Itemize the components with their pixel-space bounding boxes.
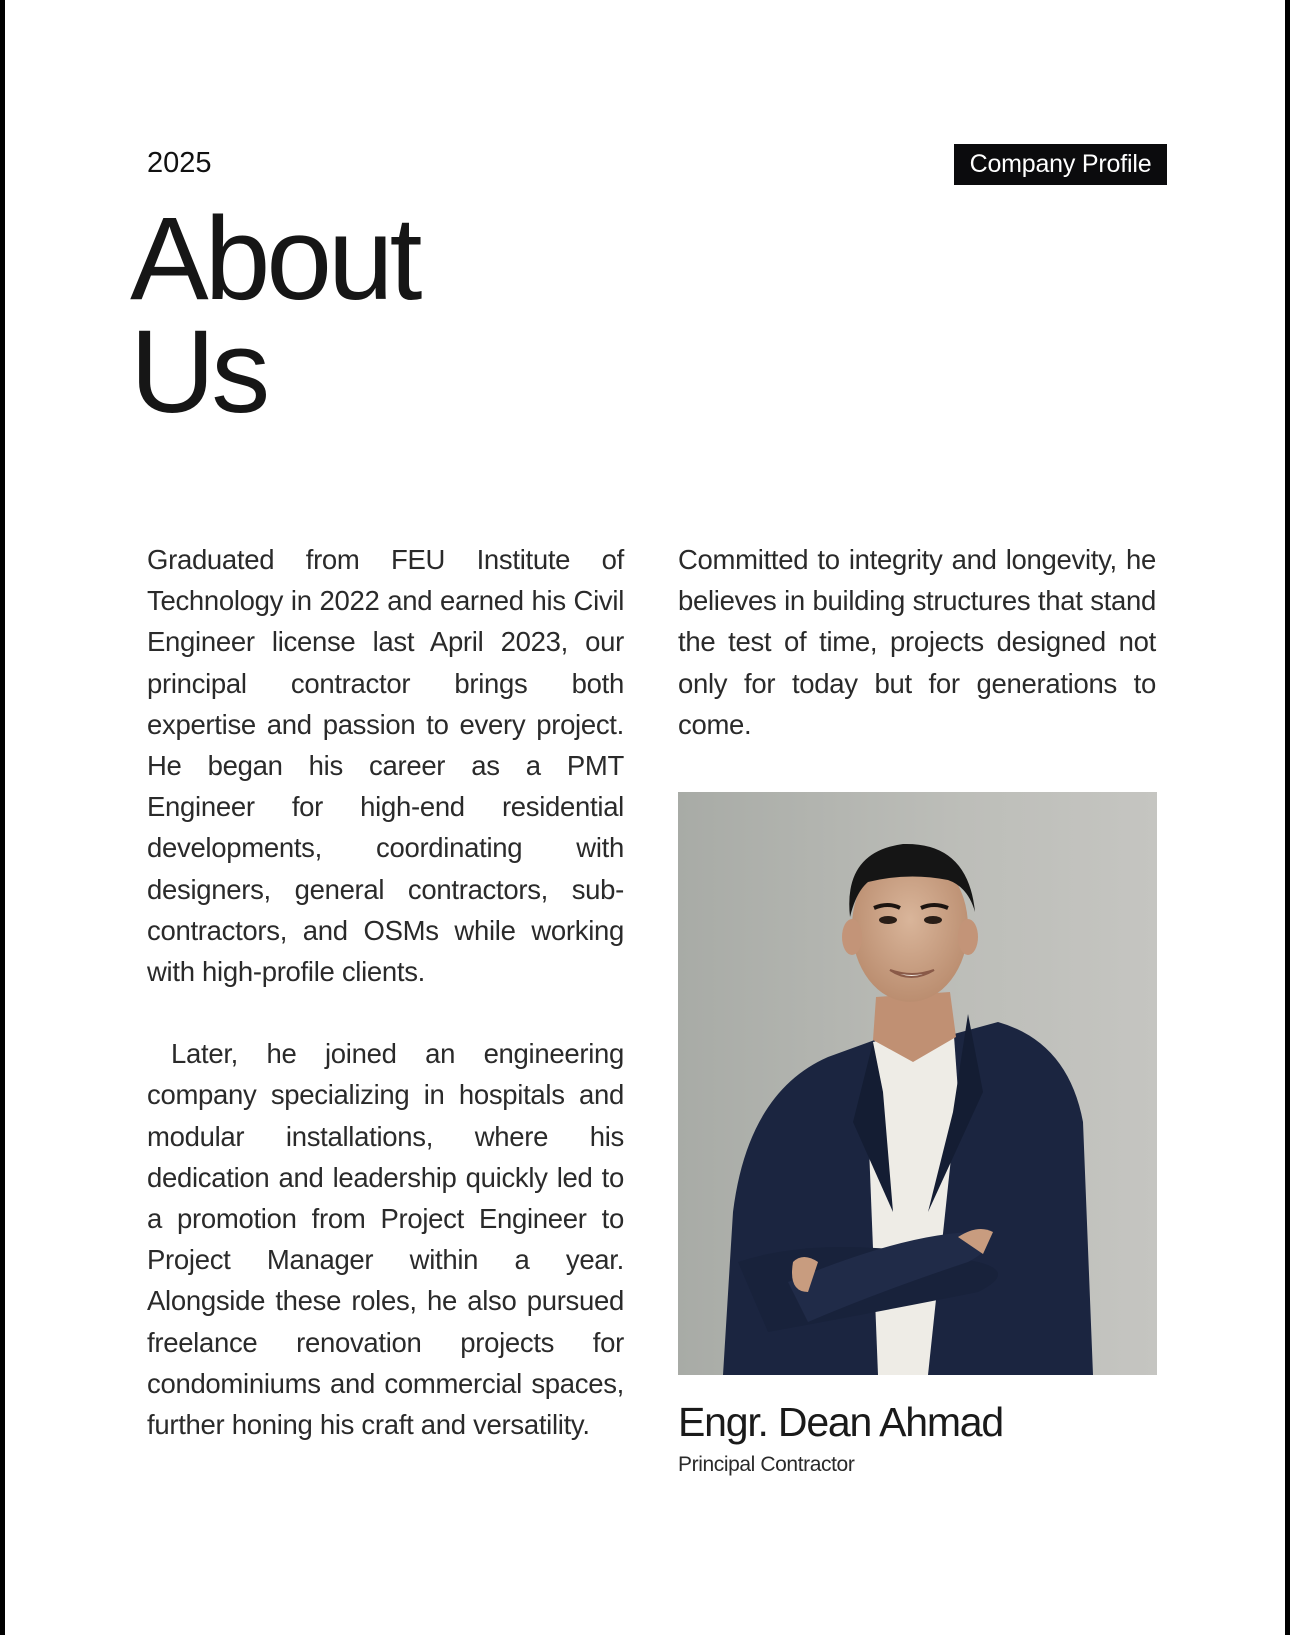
right-border xyxy=(1285,0,1290,1635)
company-profile-badge: Company Profile xyxy=(954,144,1167,185)
person-role: Principal Contractor xyxy=(678,1453,855,1476)
values-paragraph: Committed to integrity and longevity, he believes in building structures that stand the test of time, projects designed not only for today but for generations to come. xyxy=(678,544,1156,740)
title-line-2: Us xyxy=(130,306,267,438)
left-column xyxy=(147,539,624,1445)
portrait-illustration xyxy=(678,792,1157,1375)
person-name: Engr. Dean Ahmad xyxy=(678,1399,1003,1445)
right-column xyxy=(678,539,1156,745)
portrait-photo-icon xyxy=(678,792,1157,1375)
left-border xyxy=(0,0,5,1635)
page-title xyxy=(130,193,419,438)
bio-paragraph-2: Later, he joined an engineering company specializing in hospitals and modular installations, where his dedication and leadership quickly led to a promotion from Project Engineer to Project Manager within a year. Alongside these roles, he also pursued freelance renovation projects for condominiums and commercial spaces, further honing his craft and versatility. xyxy=(147,1038,624,1441)
year-label: 2025 xyxy=(147,147,212,179)
bio-paragraph-1: Graduated from FEU Institute of Technology in 2022 and earned his Civil Engineer license last April 2023, our principal contractor brings both expertise and passion to every project. He began his career as a PMT Engineer for high-end residential developments, coordinating with designers, general contractors, sub-contractors, and OSMs while working with high-profile clients. xyxy=(147,544,624,988)
title-line-1: About xyxy=(130,193,419,325)
